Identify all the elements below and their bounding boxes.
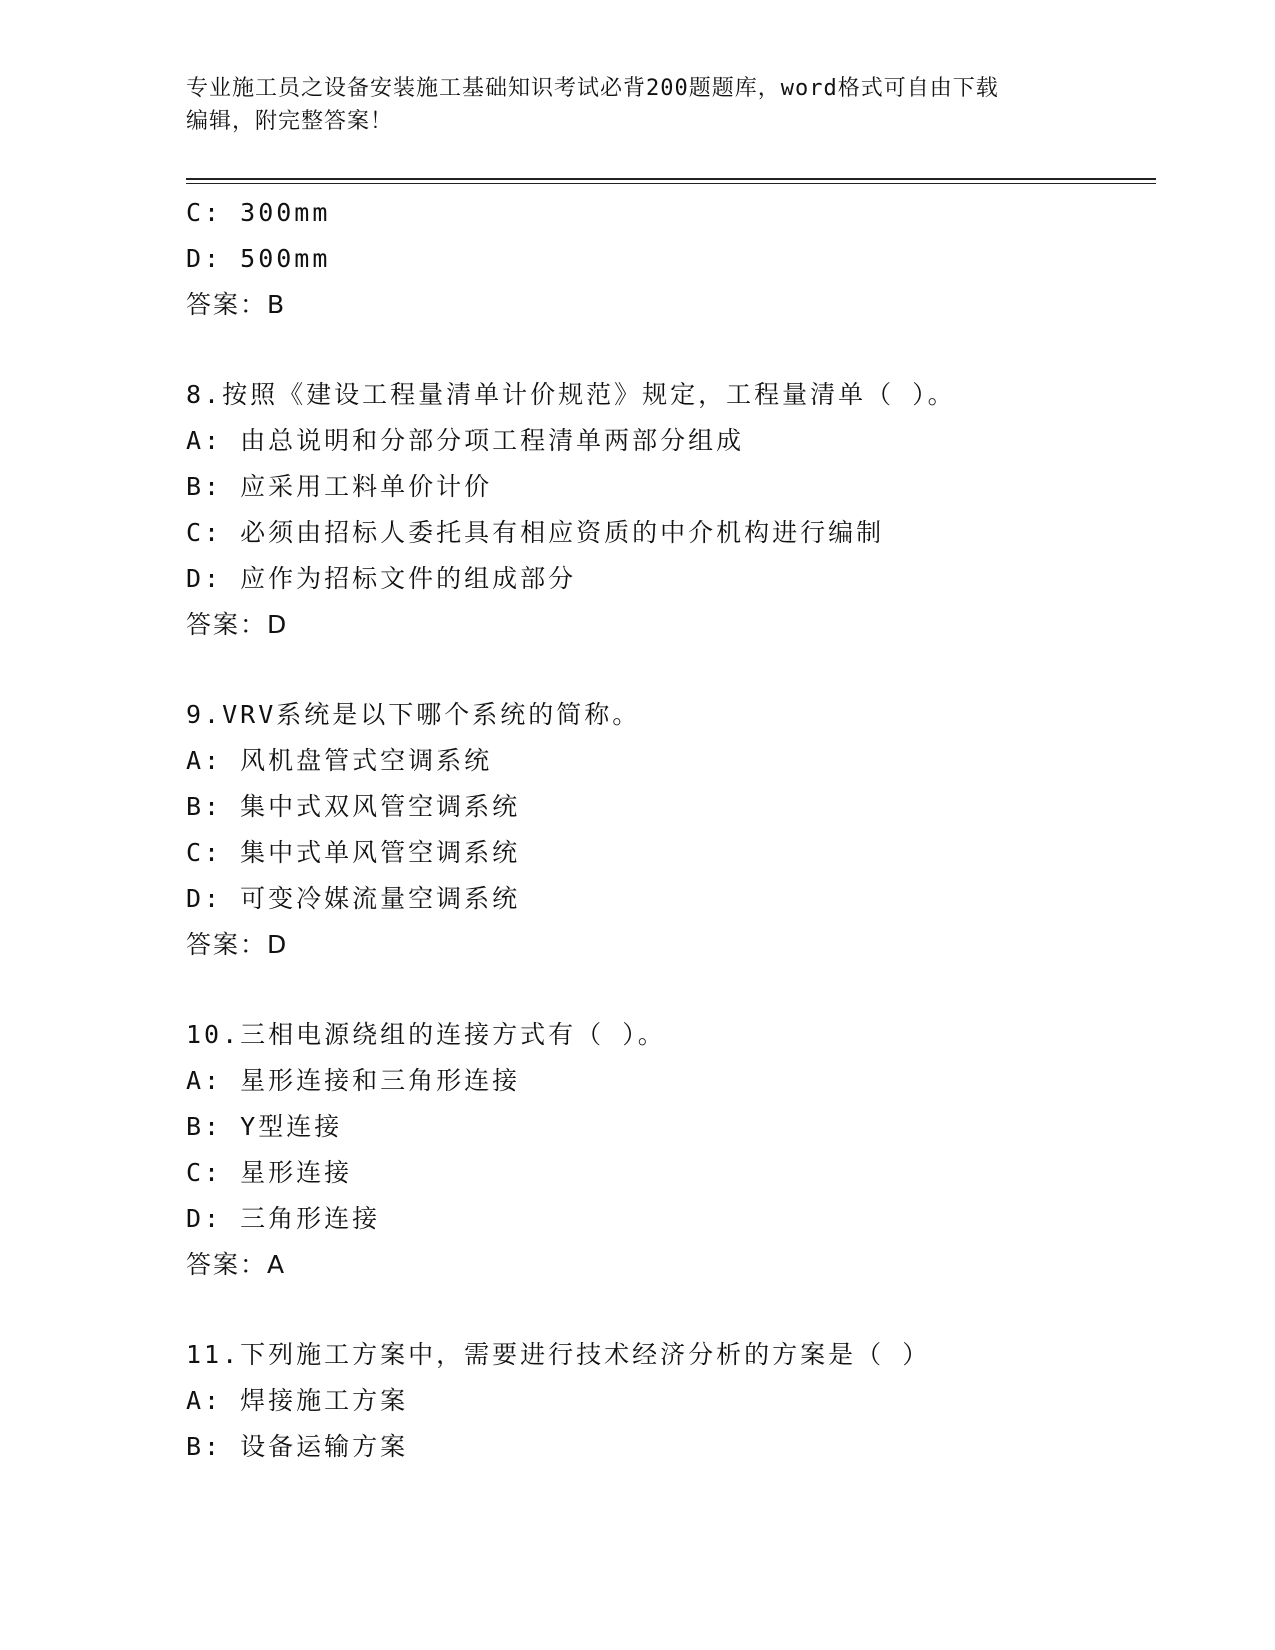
option-c: C: 300mm	[186, 198, 331, 227]
spacer	[186, 968, 1146, 1012]
spacer	[186, 1288, 1146, 1332]
answer-line: 答案：D	[186, 610, 289, 639]
answer-line: 答案：B	[186, 290, 287, 319]
option-c: C: 星形连接	[186, 1158, 353, 1187]
option-d: D: 应作为招标文件的组成部分	[186, 564, 577, 593]
question-9	[186, 692, 1146, 968]
option-b: B: 集中式双风管空调系统	[186, 792, 521, 821]
option-a: A: 由总说明和分部分项工程清单两部分组成	[186, 426, 745, 455]
question-8	[186, 372, 1146, 648]
question-stem: 11.下列施工方案中，需要进行技术经济分析的方案是（ ）	[186, 1340, 931, 1369]
answer-line: 答案：A	[186, 1250, 287, 1279]
question-10	[186, 1012, 1146, 1288]
option-a: A: 风机盘管式空调系统	[186, 746, 493, 775]
document-header	[186, 72, 1086, 138]
question-stem: 10.三相电源绕组的连接方式有（ ）。	[186, 1020, 666, 1049]
option-c: C: 集中式单风管空调系统	[186, 838, 521, 867]
option-a: A: 焊接施工方案	[186, 1386, 409, 1415]
question-stem: 9.VRV系统是以下哪个系统的简称。	[186, 700, 641, 729]
option-b: B: 应采用工料单价计价	[186, 472, 493, 501]
question-11	[186, 1332, 1146, 1470]
answer-line: 答案：D	[186, 930, 289, 959]
question-stem: 8.按照《建设工程量清单计价规范》规定，工程量清单（ ）。	[186, 380, 956, 409]
header-rule-thin	[186, 183, 1156, 184]
option-a: A: 星形连接和三角形连接	[186, 1066, 521, 1095]
header-rule-thick	[186, 178, 1156, 180]
option-b: B: 设备运输方案	[186, 1432, 409, 1461]
option-b: B: Y型连接	[186, 1112, 343, 1141]
option-c: C: 必须由招标人委托具有相应资质的中介机构进行编制	[186, 518, 885, 547]
question-list	[186, 190, 1146, 1470]
option-d: D: 可变冷媒流量空调系统	[186, 884, 521, 913]
spacer	[186, 648, 1146, 692]
spacer	[186, 328, 1146, 372]
header-line-1: 专业施工员之设备安装施工基础知识考试必背200题题库，word格式可自由下载	[186, 76, 999, 101]
header-line-2: 编辑，附完整答案！	[186, 109, 394, 134]
option-d: D: 500mm	[186, 244, 331, 273]
question-7-continued	[186, 190, 1146, 328]
option-d: D: 三角形连接	[186, 1204, 381, 1233]
